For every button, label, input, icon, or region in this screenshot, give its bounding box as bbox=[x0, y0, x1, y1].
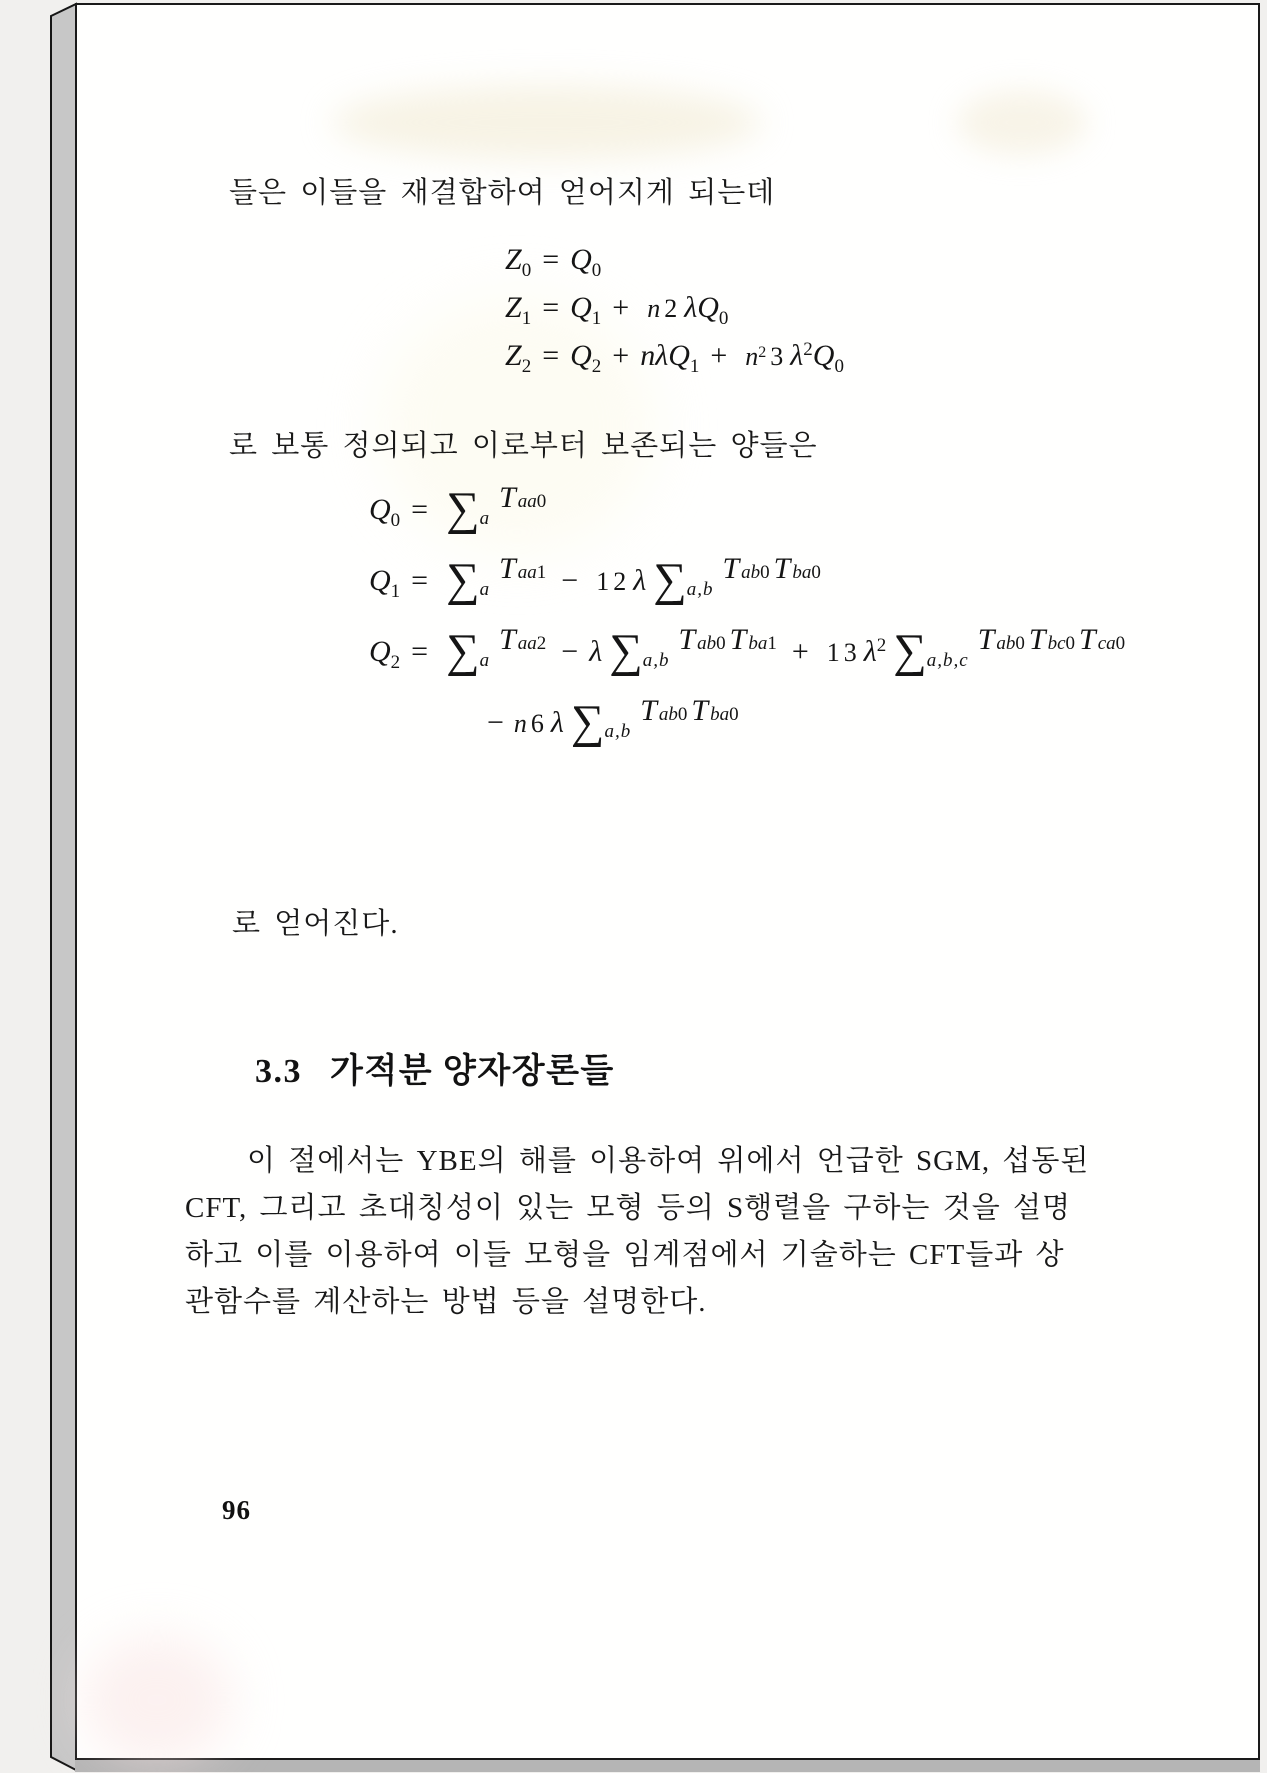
equation-line: Q2 = ∑a T aa2 − λ ∑a,b T ab0 T ba1 + 1 3 λ2 ∑a,b,c T ab0 T bc0 T ca0 bbox=[369, 623, 1126, 677]
equation-line: Z0 = Q0 bbox=[505, 243, 602, 281]
summation-symbol: ∑a bbox=[446, 482, 491, 535]
summation-symbol: ∑a,b bbox=[653, 553, 714, 606]
summation-symbol: ∑a,b bbox=[570, 695, 632, 748]
document-page bbox=[75, 3, 1260, 1760]
body-paragraph bbox=[185, 1138, 1089, 1326]
scan-stain bbox=[82, 1635, 232, 1765]
section-title: 가적분 양자장론들 bbox=[330, 1053, 615, 1090]
page-number: 96 bbox=[222, 1495, 251, 1525]
mid-sentence: 로 보통 정의되고 이로부터 보존되는 양들은 bbox=[229, 430, 818, 462]
closing-sentence: 로 얻어진다. bbox=[232, 908, 399, 940]
equation-block-q bbox=[369, 481, 1129, 765]
scan-stain bbox=[332, 85, 762, 160]
summation-symbol: ∑a,b,c bbox=[893, 624, 969, 677]
equation-line: Q1 = ∑a T aa1 − 1 2 λ ∑a,b T ab0 T ba0 bbox=[369, 552, 821, 606]
summation-symbol: ∑a bbox=[446, 624, 491, 677]
paragraph-line: 이 절에서는 YBE의 해를 이용하여 위에서 언급한 SGM, 섭동된 bbox=[247, 1145, 1090, 1177]
equation-block-z bbox=[505, 243, 844, 387]
paragraph-line: CFT, 그리고 초대칭성이 있는 모형 등의 S행렬을 구하는 것을 설명 bbox=[185, 1192, 1071, 1224]
summation-symbol: ∑a bbox=[446, 553, 491, 606]
section-heading bbox=[255, 1043, 615, 1092]
scan-stain bbox=[957, 90, 1087, 155]
paragraph-line: 하고 이를 이용하여 이들 모형을 임계점에서 기술하는 CFT들과 상 bbox=[185, 1239, 1065, 1271]
summation-symbol: ∑a,b bbox=[609, 624, 670, 677]
equation-line: Z2 = Q2 + n λ Q1 + n2 3 λ2 Q0 bbox=[505, 339, 844, 377]
equation-line: Q0 = ∑a T aa0 bbox=[369, 481, 547, 535]
equation-line: Z1 = Q1 + n 2 λ Q0 bbox=[505, 291, 729, 329]
intro-sentence: 들은 이들을 재결합하여 얻어지게 되는데 bbox=[229, 177, 776, 209]
paragraph-line: 관함수를 계산하는 방법 등을 설명한다. bbox=[185, 1286, 707, 1318]
book-spine-edge bbox=[0, 0, 80, 1773]
equation-line: − n 6 λ ∑a,b T ab0 T ba0 bbox=[487, 694, 739, 748]
section-number: 3.3 bbox=[255, 1053, 302, 1090]
